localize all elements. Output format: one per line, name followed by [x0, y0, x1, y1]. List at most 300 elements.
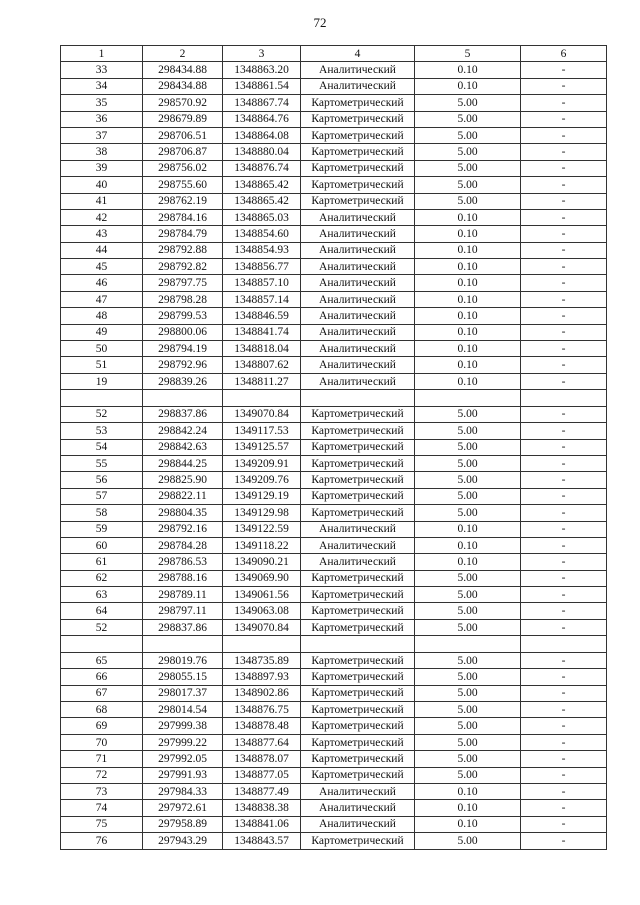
table-row [61, 702, 607, 718]
table-cell: 0.10 [415, 341, 521, 357]
table-cell: Аналитический [301, 275, 415, 291]
table-cell: 1348876.75 [223, 702, 301, 718]
table-cell: 1348857.14 [223, 291, 301, 307]
table-cell: 5.00 [415, 505, 521, 521]
table-cell: 297958.89 [143, 816, 223, 832]
table-cell: Картометрический [301, 734, 415, 750]
table-cell: 298784.28 [143, 537, 223, 553]
table-cell: 0.10 [415, 209, 521, 225]
table-cell: 1349090.21 [223, 554, 301, 570]
table-cell: 5.00 [415, 685, 521, 701]
column-header: 1 [61, 46, 143, 62]
empty-cell [521, 390, 607, 407]
table-cell: - [521, 652, 607, 668]
section-separator-row [61, 636, 607, 653]
table-row [61, 324, 607, 340]
table-cell: - [521, 308, 607, 324]
table-cell: - [521, 455, 607, 471]
table-cell: 67 [61, 685, 143, 701]
table-cell: 1348841.06 [223, 816, 301, 832]
table-cell: 298788.16 [143, 570, 223, 586]
table-cell: 73 [61, 783, 143, 799]
table-cell: 1349061.56 [223, 587, 301, 603]
table-cell: - [521, 767, 607, 783]
table-row [61, 177, 607, 193]
empty-cell [143, 390, 223, 407]
table-cell: 52 [61, 619, 143, 635]
table-cell: - [521, 406, 607, 422]
table-cell: Картометрический [301, 423, 415, 439]
table-cell: 66 [61, 669, 143, 685]
empty-cell [61, 390, 143, 407]
table-cell: 297943.29 [143, 833, 223, 849]
table-row [61, 734, 607, 750]
table-cell: - [521, 587, 607, 603]
table-cell: 5.00 [415, 193, 521, 209]
table-cell: - [521, 242, 607, 258]
table-cell: 50 [61, 341, 143, 357]
table-row [61, 78, 607, 94]
table-cell: 1349069.90 [223, 570, 301, 586]
table-cell: Картометрический [301, 751, 415, 767]
table-cell: Аналитический [301, 324, 415, 340]
table-cell: 1349125.57 [223, 439, 301, 455]
section-separator-row [61, 390, 607, 407]
table-cell: 76 [61, 833, 143, 849]
table-cell: 38 [61, 144, 143, 160]
table-row [61, 341, 607, 357]
table-cell: 0.10 [415, 242, 521, 258]
table-cell: 298794.19 [143, 341, 223, 357]
table-row [61, 160, 607, 176]
table-cell: 298706.87 [143, 144, 223, 160]
table-cell: - [521, 423, 607, 439]
table-cell: Картометрический [301, 111, 415, 127]
table-row [61, 308, 607, 324]
table-cell: 5.00 [415, 423, 521, 439]
table-row [61, 619, 607, 635]
table-cell: 63 [61, 587, 143, 603]
table-cell: 0.10 [415, 554, 521, 570]
table-cell: 5.00 [415, 669, 521, 685]
table-cell: 1348880.04 [223, 144, 301, 160]
table-cell: Картометрический [301, 833, 415, 849]
table-cell: - [521, 259, 607, 275]
table-cell: 43 [61, 226, 143, 242]
table-cell: 5.00 [415, 177, 521, 193]
table-cell: 298755.60 [143, 177, 223, 193]
table-cell: Картометрический [301, 702, 415, 718]
table-cell: Аналитический [301, 209, 415, 225]
table-cell: 5.00 [415, 652, 521, 668]
table-row [61, 669, 607, 685]
table-cell: 298792.96 [143, 357, 223, 373]
table-cell: 5.00 [415, 95, 521, 111]
table-cell: Аналитический [301, 62, 415, 78]
table-cell: 37 [61, 127, 143, 143]
table-cell: 5.00 [415, 734, 521, 750]
table-cell: 5.00 [415, 160, 521, 176]
table-cell: 61 [61, 554, 143, 570]
table-cell: Аналитический [301, 521, 415, 537]
table-cell: - [521, 78, 607, 94]
page-number: 72 [313, 15, 327, 30]
table-cell: 1348876.74 [223, 160, 301, 176]
table-cell: 298837.86 [143, 619, 223, 635]
table-cell: Картометрический [301, 406, 415, 422]
table-cell: 5.00 [415, 751, 521, 767]
table-cell: Аналитический [301, 308, 415, 324]
table-cell: 1348865.42 [223, 177, 301, 193]
table-cell: 19 [61, 373, 143, 389]
table-cell: - [521, 521, 607, 537]
table-cell: 65 [61, 652, 143, 668]
table-cell: 1348807.62 [223, 357, 301, 373]
table-cell: Картометрический [301, 472, 415, 488]
table-cell: 298784.16 [143, 209, 223, 225]
table-cell: 1348864.76 [223, 111, 301, 127]
table-cell: 298756.02 [143, 160, 223, 176]
table-row [61, 537, 607, 553]
table-cell: 0.10 [415, 226, 521, 242]
table-cell: 0.10 [415, 324, 521, 340]
table-cell: 1348877.64 [223, 734, 301, 750]
table-cell: - [521, 718, 607, 734]
table-cell: 1348865.42 [223, 193, 301, 209]
table-cell: 58 [61, 505, 143, 521]
table-cell: - [521, 209, 607, 225]
table-cell: 0.10 [415, 275, 521, 291]
table-row [61, 554, 607, 570]
table-cell: 1348878.48 [223, 718, 301, 734]
table-cell: 49 [61, 324, 143, 340]
column-header: 6 [521, 46, 607, 62]
table-cell: Картометрический [301, 603, 415, 619]
table-cell: - [521, 439, 607, 455]
table-cell: 5.00 [415, 144, 521, 160]
table-cell: - [521, 570, 607, 586]
table-row [61, 62, 607, 78]
table-cell: 0.10 [415, 373, 521, 389]
table-cell: 1348878.07 [223, 751, 301, 767]
table-cell: 298842.63 [143, 439, 223, 455]
table-cell: 5.00 [415, 455, 521, 471]
table-cell: 1348854.93 [223, 242, 301, 258]
table-cell: - [521, 160, 607, 176]
table-cell: 298825.90 [143, 472, 223, 488]
table-cell: Картометрический [301, 95, 415, 111]
table-cell: Аналитический [301, 357, 415, 373]
table-cell: Картометрический [301, 160, 415, 176]
table-cell: Картометрический [301, 127, 415, 143]
table-row [61, 373, 607, 389]
table-cell: 298786.53 [143, 554, 223, 570]
table-cell: 0.10 [415, 62, 521, 78]
table-cell: 1348854.60 [223, 226, 301, 242]
table-cell: 1348841.74 [223, 324, 301, 340]
column-header: 4 [301, 46, 415, 62]
table-cell: 298434.88 [143, 62, 223, 78]
table-cell: 39 [61, 160, 143, 176]
table-cell: - [521, 554, 607, 570]
table-cell: 36 [61, 111, 143, 127]
empty-cell [521, 636, 607, 653]
table-cell: Картометрический [301, 619, 415, 635]
table-cell: Аналитический [301, 554, 415, 570]
table-cell: - [521, 833, 607, 849]
table-cell: 5.00 [415, 439, 521, 455]
table-cell: 1348857.10 [223, 275, 301, 291]
table-cell: 298797.75 [143, 275, 223, 291]
table-cell: Аналитический [301, 816, 415, 832]
table-cell: 298804.35 [143, 505, 223, 521]
empty-cell [301, 636, 415, 653]
table-cell: 53 [61, 423, 143, 439]
table-cell: 298799.53 [143, 308, 223, 324]
table-row [61, 193, 607, 209]
table-cell: 297984.33 [143, 783, 223, 799]
table-cell: - [521, 373, 607, 389]
table-cell: 298014.54 [143, 702, 223, 718]
table-row [61, 833, 607, 849]
table-cell: - [521, 702, 607, 718]
table-cell: 1348818.04 [223, 341, 301, 357]
coordinates-table [60, 45, 607, 850]
table-cell: - [521, 783, 607, 799]
table-cell: Картометрический [301, 144, 415, 160]
table-cell: - [521, 193, 607, 209]
table-cell: 44 [61, 242, 143, 258]
column-header: 5 [415, 46, 521, 62]
table-cell: 298822.11 [143, 488, 223, 504]
table-cell: 1348856.77 [223, 259, 301, 275]
table-cell: 298837.86 [143, 406, 223, 422]
table-cell: - [521, 111, 607, 127]
table-cell: Аналитический [301, 341, 415, 357]
table-cell: Аналитический [301, 242, 415, 258]
table-cell: Картометрический [301, 455, 415, 471]
table-cell: 297972.61 [143, 800, 223, 816]
table-cell: Аналитический [301, 537, 415, 553]
table-cell: - [521, 95, 607, 111]
table-cell: 5.00 [415, 619, 521, 635]
table-cell: 1348861.54 [223, 78, 301, 94]
table-cell: 1348838.38 [223, 800, 301, 816]
table-cell: 70 [61, 734, 143, 750]
table-row [61, 357, 607, 373]
table-cell: 5.00 [415, 702, 521, 718]
table-cell: - [521, 275, 607, 291]
table-cell: 298792.16 [143, 521, 223, 537]
table-cell: - [521, 177, 607, 193]
table-cell: 298019.76 [143, 652, 223, 668]
table-cell: 298762.19 [143, 193, 223, 209]
table-cell: 48 [61, 308, 143, 324]
table-cell: 72 [61, 767, 143, 783]
table-cell: 57 [61, 488, 143, 504]
table-cell: 0.10 [415, 783, 521, 799]
table-row [61, 521, 607, 537]
table-cell: 1348877.05 [223, 767, 301, 783]
table-cell: - [521, 62, 607, 78]
table-cell: 298798.28 [143, 291, 223, 307]
table-cell: - [521, 291, 607, 307]
table-row [61, 603, 607, 619]
table-row [61, 95, 607, 111]
table-cell: 1349118.22 [223, 537, 301, 553]
table-cell: 298434.88 [143, 78, 223, 94]
table-body [61, 62, 607, 849]
table-row [61, 488, 607, 504]
table-row [61, 242, 607, 258]
table-row [61, 570, 607, 586]
table-cell: 297999.38 [143, 718, 223, 734]
table-cell: 0.10 [415, 291, 521, 307]
table-cell: 298679.89 [143, 111, 223, 127]
table-cell: - [521, 537, 607, 553]
table-cell: 298055.15 [143, 669, 223, 685]
table-cell: 34 [61, 78, 143, 94]
table-cell: 41 [61, 193, 143, 209]
table-row [61, 587, 607, 603]
table-cell: Аналитический [301, 291, 415, 307]
table-cell: 1349117.53 [223, 423, 301, 439]
table-cell: 62 [61, 570, 143, 586]
table-cell: Картометрический [301, 767, 415, 783]
table-cell: 5.00 [415, 111, 521, 127]
table-cell: 5.00 [415, 587, 521, 603]
table-row [61, 423, 607, 439]
table-cell: - [521, 603, 607, 619]
table-row [61, 291, 607, 307]
empty-cell [143, 636, 223, 653]
table-cell: 298800.06 [143, 324, 223, 340]
table-cell: 5.00 [415, 603, 521, 619]
table-cell: Картометрический [301, 177, 415, 193]
table-cell: 1348865.03 [223, 209, 301, 225]
table-cell: 5.00 [415, 833, 521, 849]
column-header: 3 [223, 46, 301, 62]
table-cell: 298797.11 [143, 603, 223, 619]
table-row [61, 226, 607, 242]
table-cell: 69 [61, 718, 143, 734]
empty-cell [415, 390, 521, 407]
table-cell: 1348846.59 [223, 308, 301, 324]
table-cell: 5.00 [415, 767, 521, 783]
table-cell: - [521, 472, 607, 488]
table-cell: Картометрический [301, 570, 415, 586]
table-cell: 1348867.74 [223, 95, 301, 111]
table-cell: 1348843.57 [223, 833, 301, 849]
table-cell: 0.10 [415, 537, 521, 553]
table-cell: 45 [61, 259, 143, 275]
table-cell: - [521, 127, 607, 143]
table-cell: 1349129.98 [223, 505, 301, 521]
table-cell: 40 [61, 177, 143, 193]
table-row [61, 455, 607, 471]
table-cell: 5.00 [415, 488, 521, 504]
table-cell: 1348735.89 [223, 652, 301, 668]
table-cell: 0.10 [415, 816, 521, 832]
table-cell: Аналитический [301, 259, 415, 275]
table-cell: - [521, 144, 607, 160]
table-cell: 5.00 [415, 472, 521, 488]
table-cell: Картометрический [301, 652, 415, 668]
table-row [61, 685, 607, 701]
table-cell: Картометрический [301, 587, 415, 603]
table-cell: Аналитический [301, 800, 415, 816]
table-row [61, 816, 607, 832]
table-row [61, 800, 607, 816]
table-cell: 51 [61, 357, 143, 373]
table-cell: - [521, 685, 607, 701]
table-cell: 0.10 [415, 357, 521, 373]
table-cell: 1349070.84 [223, 619, 301, 635]
table-row [61, 209, 607, 225]
table-cell: Картометрический [301, 669, 415, 685]
table-cell: 1348864.08 [223, 127, 301, 143]
table-cell: 5.00 [415, 127, 521, 143]
table-cell: - [521, 505, 607, 521]
table-row [61, 259, 607, 275]
table-cell: 298792.88 [143, 242, 223, 258]
table-row [61, 652, 607, 668]
table-cell: 60 [61, 537, 143, 553]
table-cell: 68 [61, 702, 143, 718]
table-cell: 35 [61, 95, 143, 111]
table-row [61, 111, 607, 127]
table-cell: 1349122.59 [223, 521, 301, 537]
table-cell: 5.00 [415, 570, 521, 586]
table-cell: - [521, 734, 607, 750]
table-cell: - [521, 488, 607, 504]
table-cell: Картометрический [301, 488, 415, 504]
table-cell: 298839.26 [143, 373, 223, 389]
column-header: 2 [143, 46, 223, 62]
table-cell: 71 [61, 751, 143, 767]
table-cell: 75 [61, 816, 143, 832]
table-row [61, 767, 607, 783]
table-cell: 47 [61, 291, 143, 307]
table-cell: 297992.05 [143, 751, 223, 767]
table-cell: Аналитический [301, 373, 415, 389]
table-cell: - [521, 341, 607, 357]
table-cell: 298844.25 [143, 455, 223, 471]
table-cell: 1348902.86 [223, 685, 301, 701]
table-cell: 0.10 [415, 521, 521, 537]
table-row [61, 406, 607, 422]
table-cell: 46 [61, 275, 143, 291]
table-cell: Аналитический [301, 226, 415, 242]
table-cell: 298789.11 [143, 587, 223, 603]
table-cell: 1349070.84 [223, 406, 301, 422]
table-cell: 5.00 [415, 718, 521, 734]
table-cell: - [521, 357, 607, 373]
table-cell: 0.10 [415, 308, 521, 324]
table-cell: - [521, 669, 607, 685]
table-row [61, 751, 607, 767]
table-row [61, 127, 607, 143]
table-cell: 1348877.49 [223, 783, 301, 799]
table-cell: 33 [61, 62, 143, 78]
table-cell: 297991.93 [143, 767, 223, 783]
table-cell: 298706.51 [143, 127, 223, 143]
table-cell: 74 [61, 800, 143, 816]
table-row [61, 275, 607, 291]
table-cell: 56 [61, 472, 143, 488]
table-cell: 55 [61, 455, 143, 471]
table-cell: Картометрический [301, 193, 415, 209]
